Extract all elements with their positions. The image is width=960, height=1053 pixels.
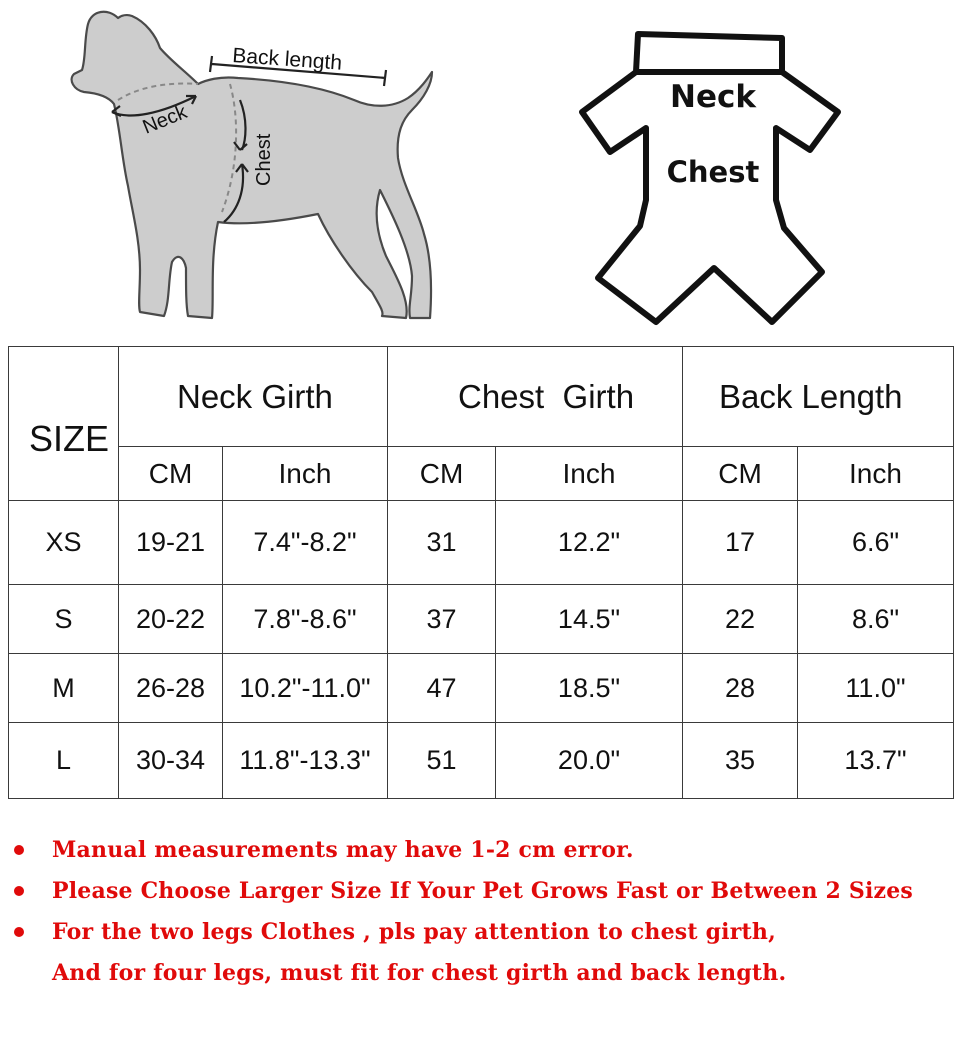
chest-cm-cell: 47 — [388, 654, 496, 723]
chest-cm-cell: 31 — [388, 501, 496, 585]
size-cell: XS — [9, 501, 119, 585]
size-chart-table — [8, 346, 954, 799]
size-cell: M — [9, 654, 119, 723]
chest-inch-cell: 12.2" — [496, 501, 683, 585]
garment-neck-label: Neck — [670, 79, 756, 115]
back-cm-cell: 28 — [683, 654, 798, 723]
garment-diagram — [582, 34, 838, 322]
notes-list — [14, 832, 944, 996]
neck-cm-cell: 30-34 — [119, 723, 223, 799]
neck-cm-cell: 26-28 — [119, 654, 223, 723]
back-inch-cell: 6.6" — [798, 501, 954, 585]
neck-girth-header: Neck Girth — [119, 347, 388, 447]
table-row — [9, 501, 954, 585]
neck-inch-cell: 10.2"-11.0" — [223, 654, 388, 723]
neck-cm-cell: 19-21 — [119, 501, 223, 585]
note-item — [14, 914, 944, 955]
back-inch-header: Inch — [798, 447, 954, 501]
note-text: For the two legs Clothes , pls pay attention to chest girth, — [52, 919, 776, 945]
chest-girth-header: Chest Girth — [388, 347, 683, 447]
neck-inch-header: Inch — [223, 447, 388, 501]
chest-inch-cell: 14.5" — [496, 585, 683, 654]
note-text: Manual measurements may have 1-2 cm error. — [52, 837, 634, 863]
size-header: SIZE — [9, 347, 119, 501]
back-cm-cell: 17 — [683, 501, 798, 585]
dog-neck-label: Neck — [139, 101, 191, 139]
bullet-dot-icon — [14, 886, 24, 896]
neck-inch-cell: 11.8"-13.3" — [223, 723, 388, 799]
neck-cm-header: CM — [119, 447, 223, 501]
note-text: And for four legs, must fit for chest girth and back length. — [52, 960, 787, 986]
note-item — [14, 832, 944, 873]
garment-chest-label: Chest — [666, 155, 760, 189]
dog-back-length-label: Back length — [231, 44, 343, 75]
dog-chest-label: Chest — [253, 133, 275, 186]
neck-inch-cell: 7.4"-8.2" — [223, 501, 388, 585]
chest-cm-cell: 51 — [388, 723, 496, 799]
back-inch-cell: 8.6" — [798, 585, 954, 654]
back-cm-cell: 35 — [683, 723, 798, 799]
bullet-dot-icon — [14, 845, 24, 855]
table-header-row — [9, 347, 954, 447]
note-text: Please Choose Larger Size If Your Pet Grows Fast or Between 2 Sizes — [52, 878, 913, 904]
note-item — [14, 955, 944, 996]
dog-diagram — [72, 12, 432, 318]
chest-inch-header: Inch — [496, 447, 683, 501]
back-length-header: Back Length — [683, 347, 954, 447]
back-inch-cell: 11.0" — [798, 654, 954, 723]
back-cm-cell: 22 — [683, 585, 798, 654]
note-item — [14, 873, 944, 914]
neck-inch-cell: 7.8"-8.6" — [223, 585, 388, 654]
table-row — [9, 654, 954, 723]
neck-cm-cell: 20-22 — [119, 585, 223, 654]
size-cell: S — [9, 585, 119, 654]
table-row — [9, 723, 954, 799]
illustration — [0, 0, 960, 345]
chest-inch-cell: 20.0" — [496, 723, 683, 799]
back-inch-cell: 13.7" — [798, 723, 954, 799]
back-cm-header: CM — [683, 447, 798, 501]
chest-inch-cell: 18.5" — [496, 654, 683, 723]
chest-cm-header: CM — [388, 447, 496, 501]
table-row — [9, 585, 954, 654]
size-cell: L — [9, 723, 119, 799]
chest-cm-cell: 37 — [388, 585, 496, 654]
bullet-dot-icon — [14, 927, 24, 937]
table-unit-row — [9, 447, 954, 501]
